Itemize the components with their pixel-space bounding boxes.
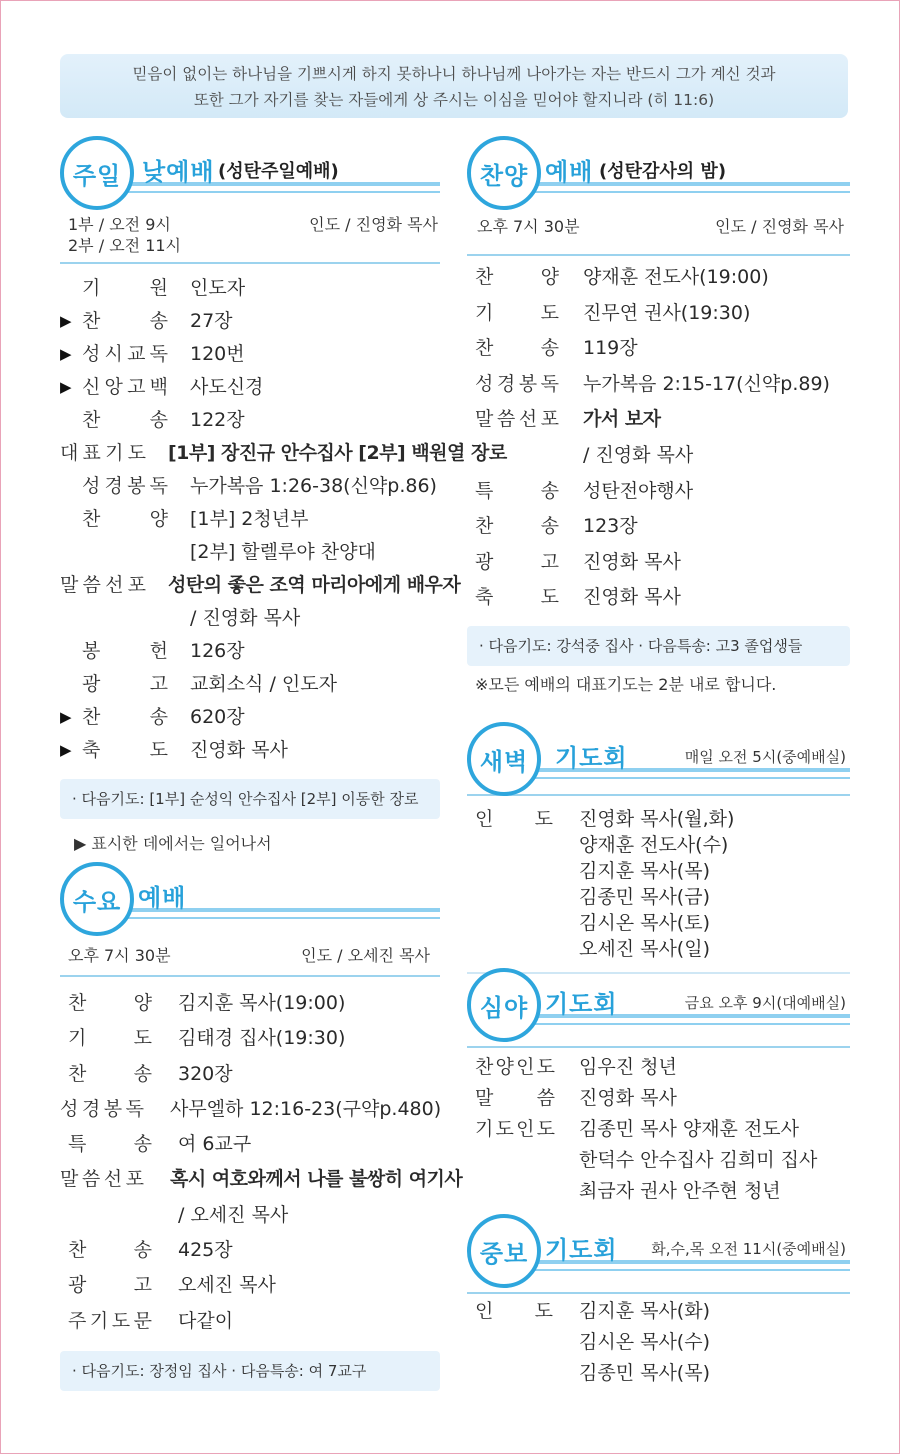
program-label: 기 도 xyxy=(475,301,559,324)
service-leader: 인도 / 오세진 목사 xyxy=(301,946,430,965)
section-header xyxy=(467,1214,850,1280)
program-value: / 진영화 목사 xyxy=(190,607,301,629)
section-header xyxy=(60,136,440,202)
program-value: 성탄전야행사 xyxy=(583,479,694,502)
program-label xyxy=(475,1145,555,1176)
program-value: 한덕수 안수집사 김희미 집사 xyxy=(579,1149,818,1171)
next-prayer-box: · 다음기도: 강석중 집사 · 다음특송: 고3 졸업생들 xyxy=(467,626,850,666)
program-value: 27장 xyxy=(190,310,233,332)
next-prayer-box: · 다음기도: [1부] 순성익 안수집사 [2부] 이동한 장로 xyxy=(60,779,440,819)
program-row xyxy=(467,1358,850,1389)
stand-arrow-icon xyxy=(60,404,82,437)
program-label: 성 경 봉 독 xyxy=(60,1097,144,1120)
program-label: 축 도 xyxy=(82,739,168,761)
program-label xyxy=(475,438,559,474)
next-prayer-box: · 다음기도: 장정임 집사 · 다음특송: 여 7교구 xyxy=(60,1351,440,1391)
program-label: 찬 양 xyxy=(68,992,152,1014)
program-row xyxy=(467,296,850,332)
section-header xyxy=(467,968,850,1034)
program-row xyxy=(60,1268,440,1303)
section-header xyxy=(60,862,440,928)
program-row xyxy=(60,437,507,470)
program-value: 여 6교구 xyxy=(178,1133,252,1156)
program-value: 119장 xyxy=(583,337,638,360)
section-subtitle: (성탄주일예배) xyxy=(218,161,339,182)
program-value: 진영화 목사(월,화) xyxy=(579,808,735,830)
program-value: / 진영화 목사 xyxy=(583,443,694,466)
program-label xyxy=(475,1176,555,1207)
program-value: 최금자 권사 안주현 청년 xyxy=(579,1180,781,1202)
section-header xyxy=(467,136,850,202)
program-value: 김지훈 목사(19:00) xyxy=(178,992,346,1014)
program-value: 김지훈 목사(화) xyxy=(579,1300,710,1322)
section-title: 예배 xyxy=(138,884,187,912)
program-label: 광 고 xyxy=(82,673,168,695)
program-label: 찬 송 xyxy=(475,337,559,360)
program-row xyxy=(467,858,850,884)
order-of-service xyxy=(467,1048,850,1211)
program-value: [2부] 할렐루야 찬양대 xyxy=(190,541,376,563)
program-row xyxy=(60,503,440,536)
service-meta xyxy=(60,945,440,975)
service-time-2: 2부 / 오전 11시 xyxy=(68,236,182,255)
meeting-time: 매일 오전 5시(중예배실) xyxy=(684,748,846,766)
program-row xyxy=(467,580,850,616)
program-label: 말 씀 선 포 xyxy=(60,1168,144,1191)
section-badge: 중보 xyxy=(467,1214,541,1288)
section-title: 기도회 xyxy=(555,744,628,772)
section-title: 낮예배 xyxy=(142,158,215,186)
program-row xyxy=(60,272,440,305)
leader-list xyxy=(467,796,850,966)
order-of-service xyxy=(60,977,463,1343)
program-row xyxy=(467,438,850,474)
stand-arrow-icon xyxy=(60,503,82,536)
section-badge: 새벽 xyxy=(467,722,541,796)
program-row xyxy=(60,1057,440,1092)
program-label xyxy=(82,536,168,569)
program-value: 김지훈 목사(목) xyxy=(579,860,710,882)
stand-arrow-icon xyxy=(60,602,82,635)
program-row xyxy=(467,509,850,545)
program-value: 김태경 집사(19:30) xyxy=(178,1027,346,1050)
program-label: 광 고 xyxy=(475,550,559,573)
program-label xyxy=(475,1327,553,1358)
wednesday-service-section xyxy=(60,862,463,1391)
program-value: 김종민 목사(금) xyxy=(579,886,710,908)
program-row xyxy=(467,806,850,832)
stand-arrow-icon xyxy=(60,635,82,668)
program-row xyxy=(60,404,440,437)
program-row xyxy=(467,1176,850,1207)
service-meta xyxy=(60,214,440,262)
program-row xyxy=(467,832,850,858)
praise-service-section xyxy=(467,136,850,696)
stand-arrow-icon xyxy=(60,536,82,569)
stand-arrow-icon xyxy=(60,668,82,701)
program-value: 오세진 목사(일) xyxy=(579,938,710,960)
program-row xyxy=(60,635,440,668)
service-leader: 인도 / 진영화 목사 xyxy=(715,217,844,236)
program-label: 특 송 xyxy=(475,479,559,502)
program-label: 찬 양 xyxy=(475,266,559,288)
program-label: 찬 송 xyxy=(68,1062,152,1085)
program-value: 425장 xyxy=(178,1239,233,1262)
order-of-service xyxy=(467,256,850,620)
stand-arrow-icon: ▶ xyxy=(60,708,72,726)
program-label xyxy=(475,858,553,884)
program-row xyxy=(60,1127,440,1162)
program-label: 찬 양 xyxy=(82,508,168,530)
program-value: 양재훈 전도사(수) xyxy=(579,834,729,856)
program-row xyxy=(60,734,440,767)
section-title: 기도회 xyxy=(545,990,618,1018)
program-value: 사도신경 xyxy=(190,376,264,398)
program-row xyxy=(467,1296,850,1327)
program-label xyxy=(475,884,553,910)
program-row xyxy=(60,1021,440,1056)
program-label: 말 씀 선 포 xyxy=(475,408,559,431)
program-row xyxy=(60,986,440,1021)
stand-arrow-icon: ▶ xyxy=(60,312,72,330)
section-title: 기도회 xyxy=(545,1236,618,1264)
program-value: 가서 보자 xyxy=(583,408,661,431)
program-row xyxy=(60,305,440,338)
program-value: 진영화 목사 xyxy=(579,1087,677,1109)
program-row xyxy=(467,367,850,403)
dawn-prayer-section xyxy=(467,722,850,974)
leader-list xyxy=(467,1294,850,1393)
program-value: 진영화 목사 xyxy=(190,739,288,761)
program-label xyxy=(68,1198,152,1233)
intercession-prayer-section xyxy=(467,1214,850,1393)
program-row xyxy=(467,936,850,962)
section-badge: 찬양 xyxy=(467,136,541,210)
program-value: 김종민 목사 양재훈 전도사 xyxy=(579,1118,800,1140)
program-row xyxy=(467,884,850,910)
program-label: 주 기 도 문 xyxy=(68,1309,152,1332)
program-value: [1부] 장진규 안수집사 [2부] 백원열 장로 xyxy=(168,442,507,464)
meeting-time: 금요 오후 9시(대예배실) xyxy=(684,994,846,1012)
program-label xyxy=(475,936,553,962)
program-value: 진영화 목사 xyxy=(583,550,681,573)
program-row xyxy=(60,668,440,701)
stand-note: ▶ 표시한 데에서는 일어나서 xyxy=(74,834,272,853)
program-row xyxy=(467,1327,850,1358)
service-leader: 인도 / 진영화 목사 xyxy=(309,215,438,234)
program-label: 말 씀 선 포 xyxy=(60,574,146,596)
program-row xyxy=(60,338,440,371)
program-label: 특 송 xyxy=(68,1133,152,1156)
program-row xyxy=(467,910,850,936)
stand-arrow-icon xyxy=(60,470,82,503)
program-label xyxy=(475,910,553,936)
program-value: 진무연 권사(19:30) xyxy=(583,301,751,324)
program-value: 혹시 여호와께서 나를 불쌍히 여기사 xyxy=(170,1168,463,1191)
section-title: 예배 xyxy=(545,158,594,186)
program-label: 기 도 xyxy=(68,1027,152,1050)
program-label xyxy=(475,832,553,858)
program-value: 성탄의 좋은 조역 마리아에게 배우자 xyxy=(168,574,461,596)
program-row xyxy=(60,470,440,503)
program-label: 말 씀 xyxy=(475,1087,555,1109)
program-value: 김시온 목사(토) xyxy=(579,912,710,934)
program-value: 320장 xyxy=(178,1062,233,1085)
stand-arrow-icon: ▶ xyxy=(60,378,72,396)
service-time: 오후 7시 30분 xyxy=(68,946,171,965)
program-row xyxy=(467,545,850,581)
service-time-1: 1부 / 오전 9시 xyxy=(68,215,171,234)
program-row xyxy=(467,1052,850,1083)
verse-line-1: 믿음이 없이는 하나님을 기쁘시게 하지 못하나니 하나님께 나아가는 자는 반드시 그가 계신 것과 xyxy=(132,65,776,83)
night-prayer-section xyxy=(467,968,850,1211)
section-badge: 심야 xyxy=(467,968,541,1042)
program-value: 다같이 xyxy=(178,1309,234,1332)
stand-arrow-icon: ▶ xyxy=(60,345,72,363)
program-value: 620장 xyxy=(190,706,245,728)
section-badge: 수요 xyxy=(60,862,134,936)
program-value: 누가복음 1:26-38(신약p.86) xyxy=(190,475,437,497)
program-row xyxy=(60,1233,440,1268)
program-value: 임우진 청년 xyxy=(579,1056,677,1078)
program-label: 기 원 xyxy=(82,277,168,299)
program-value: 120번 xyxy=(190,343,245,365)
program-label: 대 표 기 도 xyxy=(60,442,146,464)
program-label: 찬 송 xyxy=(82,706,168,728)
program-value: / 오세진 목사 xyxy=(178,1203,289,1226)
program-value: 교회소식 / 인도자 xyxy=(190,673,337,695)
program-value: [1부] 2청년부 xyxy=(190,508,309,530)
program-value: 126장 xyxy=(190,640,245,662)
program-row xyxy=(60,1092,440,1127)
program-row xyxy=(467,331,850,367)
program-row xyxy=(467,260,850,296)
program-value: 123장 xyxy=(583,515,638,538)
program-value: 김종민 목사(목) xyxy=(579,1362,710,1384)
program-label: 성 경 봉 독 xyxy=(475,372,559,395)
stand-arrow-icon: ▶ xyxy=(60,741,72,759)
program-label: 찬 송 xyxy=(68,1239,152,1262)
program-label: 광 고 xyxy=(68,1274,152,1297)
program-row xyxy=(467,1114,850,1145)
verse-line-2: 또한 그가 자기를 찾는 자들에게 상 주시는 이심을 믿어야 할지니라 (히 11:6) xyxy=(193,91,715,109)
program-row xyxy=(60,701,440,734)
program-row xyxy=(467,474,850,510)
program-label: 성 경 봉 독 xyxy=(82,475,168,497)
program-value: 누가복음 2:15-17(신약p.89) xyxy=(583,372,830,395)
section-badge: 주일 xyxy=(60,136,134,210)
program-value: 사무엘하 12:16-23(구약p.480) xyxy=(170,1097,442,1120)
program-label: 봉 헌 xyxy=(82,640,168,662)
program-value: 김시온 목사(수) xyxy=(579,1331,710,1353)
program-row xyxy=(467,402,850,438)
program-label: 찬 송 xyxy=(475,515,559,538)
section-header xyxy=(467,722,850,788)
program-row xyxy=(60,569,461,602)
order-of-service xyxy=(60,264,507,771)
program-label xyxy=(82,602,168,635)
program-value: 오세진 목사 xyxy=(178,1274,276,1297)
program-label: 성 시 교 독 xyxy=(82,343,168,365)
program-label xyxy=(475,1358,553,1389)
program-row xyxy=(60,1198,440,1233)
program-label: 신 앙 고 백 xyxy=(82,376,168,398)
program-value: 인도자 xyxy=(190,277,246,299)
program-label: 기 도 인 도 xyxy=(475,1118,555,1140)
prayer-time-note: ※모든 예배의 대표기도는 2분 내로 합니다. xyxy=(475,674,777,694)
service-time: 오후 7시 30분 xyxy=(477,217,580,236)
program-row xyxy=(467,1145,850,1176)
program-row xyxy=(60,602,440,635)
program-label: 찬 송 xyxy=(82,409,168,431)
meeting-time: 화,수,목 오전 11시(중예배실) xyxy=(651,1240,846,1258)
program-value: 진영화 목사 xyxy=(583,586,681,609)
program-label: 찬 양 인 도 xyxy=(475,1056,555,1078)
program-label: 축 도 xyxy=(475,586,559,609)
program-value: 양재훈 전도사(19:00) xyxy=(583,266,769,288)
program-row xyxy=(467,1083,850,1114)
program-row xyxy=(60,1162,463,1197)
scripture-verse-banner xyxy=(60,54,848,118)
program-label: 인 도 xyxy=(475,808,553,830)
program-row xyxy=(60,536,440,569)
program-label: 찬 송 xyxy=(82,310,168,332)
section-subtitle: (성탄감사의 밤) xyxy=(599,161,727,182)
program-row xyxy=(60,371,440,404)
program-value: 122장 xyxy=(190,409,245,431)
program-label: 인 도 xyxy=(475,1300,553,1322)
stand-arrow-icon xyxy=(60,272,82,305)
program-row xyxy=(60,1304,440,1339)
